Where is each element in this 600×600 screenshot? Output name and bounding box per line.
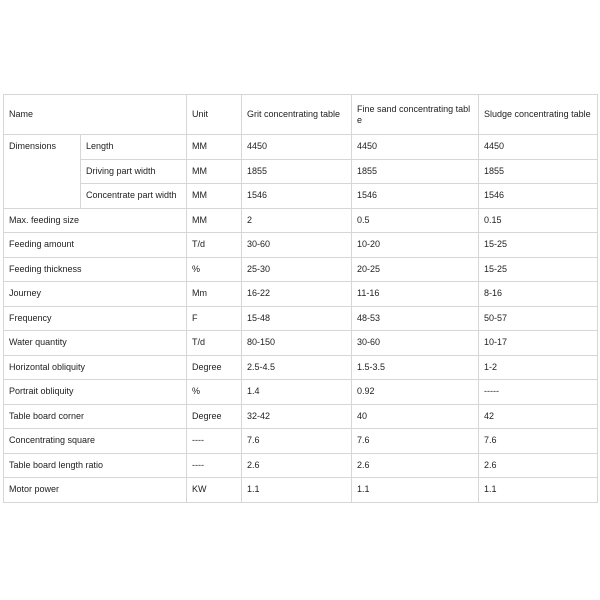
parameter-name: Horizontal obliquity (4, 355, 187, 380)
unit-cell: MM (187, 208, 242, 233)
grit-value: 25-30 (242, 257, 352, 282)
fine-sand-value: 1.1 (352, 478, 479, 503)
unit-cell: KW (187, 478, 242, 503)
grit-value: 2 (242, 208, 352, 233)
fine-sand-value: 1855 (352, 159, 479, 184)
fine-sand-value: 1546 (352, 184, 479, 209)
fine-sand-value: 30-60 (352, 331, 479, 356)
table-row (4, 306, 598, 331)
dimension-subname: Concentrate part width (81, 184, 187, 209)
table-row (4, 208, 598, 233)
unit-cell: % (187, 257, 242, 282)
parameter-name: Frequency (4, 306, 187, 331)
unit-cell: ---- (187, 429, 242, 454)
parameter-name: Table board length ratio (4, 453, 187, 478)
unit-cell: MM (187, 135, 242, 160)
fine-sand-value: 2.6 (352, 453, 479, 478)
header-fine-sand-table: Fine sand concentrating table (352, 95, 479, 135)
grit-value: 30-60 (242, 233, 352, 258)
parameter-name: Feeding thickness (4, 257, 187, 282)
parameter-name: Journey (4, 282, 187, 307)
sludge-value: 15-25 (479, 257, 598, 282)
dimension-subname: Driving part width (81, 159, 187, 184)
table-row (4, 380, 598, 405)
fine-sand-value: 7.6 (352, 429, 479, 454)
unit-cell: F (187, 306, 242, 331)
dimension-row (4, 135, 598, 160)
table-row (4, 453, 598, 478)
parameter-name: Feeding amount (4, 233, 187, 258)
table-row (4, 233, 598, 258)
grit-value: 1855 (242, 159, 352, 184)
fine-sand-value: 4450 (352, 135, 479, 160)
grit-value: 80-150 (242, 331, 352, 356)
table-row (4, 478, 598, 503)
grit-value: 7.6 (242, 429, 352, 454)
grit-value: 2.6 (242, 453, 352, 478)
parameter-name: Table board corner (4, 404, 187, 429)
unit-cell: MM (187, 184, 242, 209)
fine-sand-value: 10-20 (352, 233, 479, 258)
unit-cell: T/d (187, 331, 242, 356)
fine-sand-value: 40 (352, 404, 479, 429)
grit-value: 1546 (242, 184, 352, 209)
parameter-name: Portrait obliquity (4, 380, 187, 405)
table-row (4, 257, 598, 282)
parameter-name: Water quantity (4, 331, 187, 356)
parameter-name: Concentrating square (4, 429, 187, 454)
table-row (4, 355, 598, 380)
table-row (4, 404, 598, 429)
parameter-name: Max. feeding size (4, 208, 187, 233)
sludge-value: 0.15 (479, 208, 598, 233)
fine-sand-value: 11-16 (352, 282, 479, 307)
parameter-name: Motor power (4, 478, 187, 503)
sludge-value: 1-2 (479, 355, 598, 380)
sludge-value: 7.6 (479, 429, 598, 454)
unit-cell: ---- (187, 453, 242, 478)
dimension-subname: Length (81, 135, 187, 160)
sludge-value: 8-16 (479, 282, 598, 307)
header-name: Name (4, 95, 187, 135)
grit-value: 32-42 (242, 404, 352, 429)
fine-sand-value: 1.5-3.5 (352, 355, 479, 380)
unit-cell: % (187, 380, 242, 405)
spec-table (3, 94, 598, 503)
sludge-value: 4450 (479, 135, 598, 160)
fine-sand-value: 48-53 (352, 306, 479, 331)
unit-cell: MM (187, 159, 242, 184)
table-row (4, 429, 598, 454)
sludge-value: 2.6 (479, 453, 598, 478)
fine-sand-value: 0.5 (352, 208, 479, 233)
unit-cell: T/d (187, 233, 242, 258)
grit-value: 4450 (242, 135, 352, 160)
header-unit: Unit (187, 95, 242, 135)
sludge-value: ----- (479, 380, 598, 405)
dimensions-group-label: Dimensions (4, 135, 81, 209)
spec-table-body (4, 95, 598, 503)
grit-value: 2.5-4.5 (242, 355, 352, 380)
unit-cell: Degree (187, 404, 242, 429)
sludge-value: 10-17 (479, 331, 598, 356)
fine-sand-value: 0.92 (352, 380, 479, 405)
sludge-value: 15-25 (479, 233, 598, 258)
dimension-row (4, 159, 598, 184)
unit-cell: Mm (187, 282, 242, 307)
grit-value: 15-48 (242, 306, 352, 331)
grit-value: 1.1 (242, 478, 352, 503)
grit-value: 1.4 (242, 380, 352, 405)
table-row (4, 331, 598, 356)
spec-table-container (3, 94, 597, 503)
header-grit-table: Grit concentrating table (242, 95, 352, 135)
header-sludge-table: Sludge concentrating table (479, 95, 598, 135)
unit-cell: Degree (187, 355, 242, 380)
grit-value: 16-22 (242, 282, 352, 307)
fine-sand-value: 20-25 (352, 257, 479, 282)
sludge-value: 1855 (479, 159, 598, 184)
sludge-value: 42 (479, 404, 598, 429)
sludge-value: 50-57 (479, 306, 598, 331)
header-row (4, 95, 598, 135)
sludge-value: 1546 (479, 184, 598, 209)
table-row (4, 282, 598, 307)
sludge-value: 1.1 (479, 478, 598, 503)
dimension-row (4, 184, 598, 209)
